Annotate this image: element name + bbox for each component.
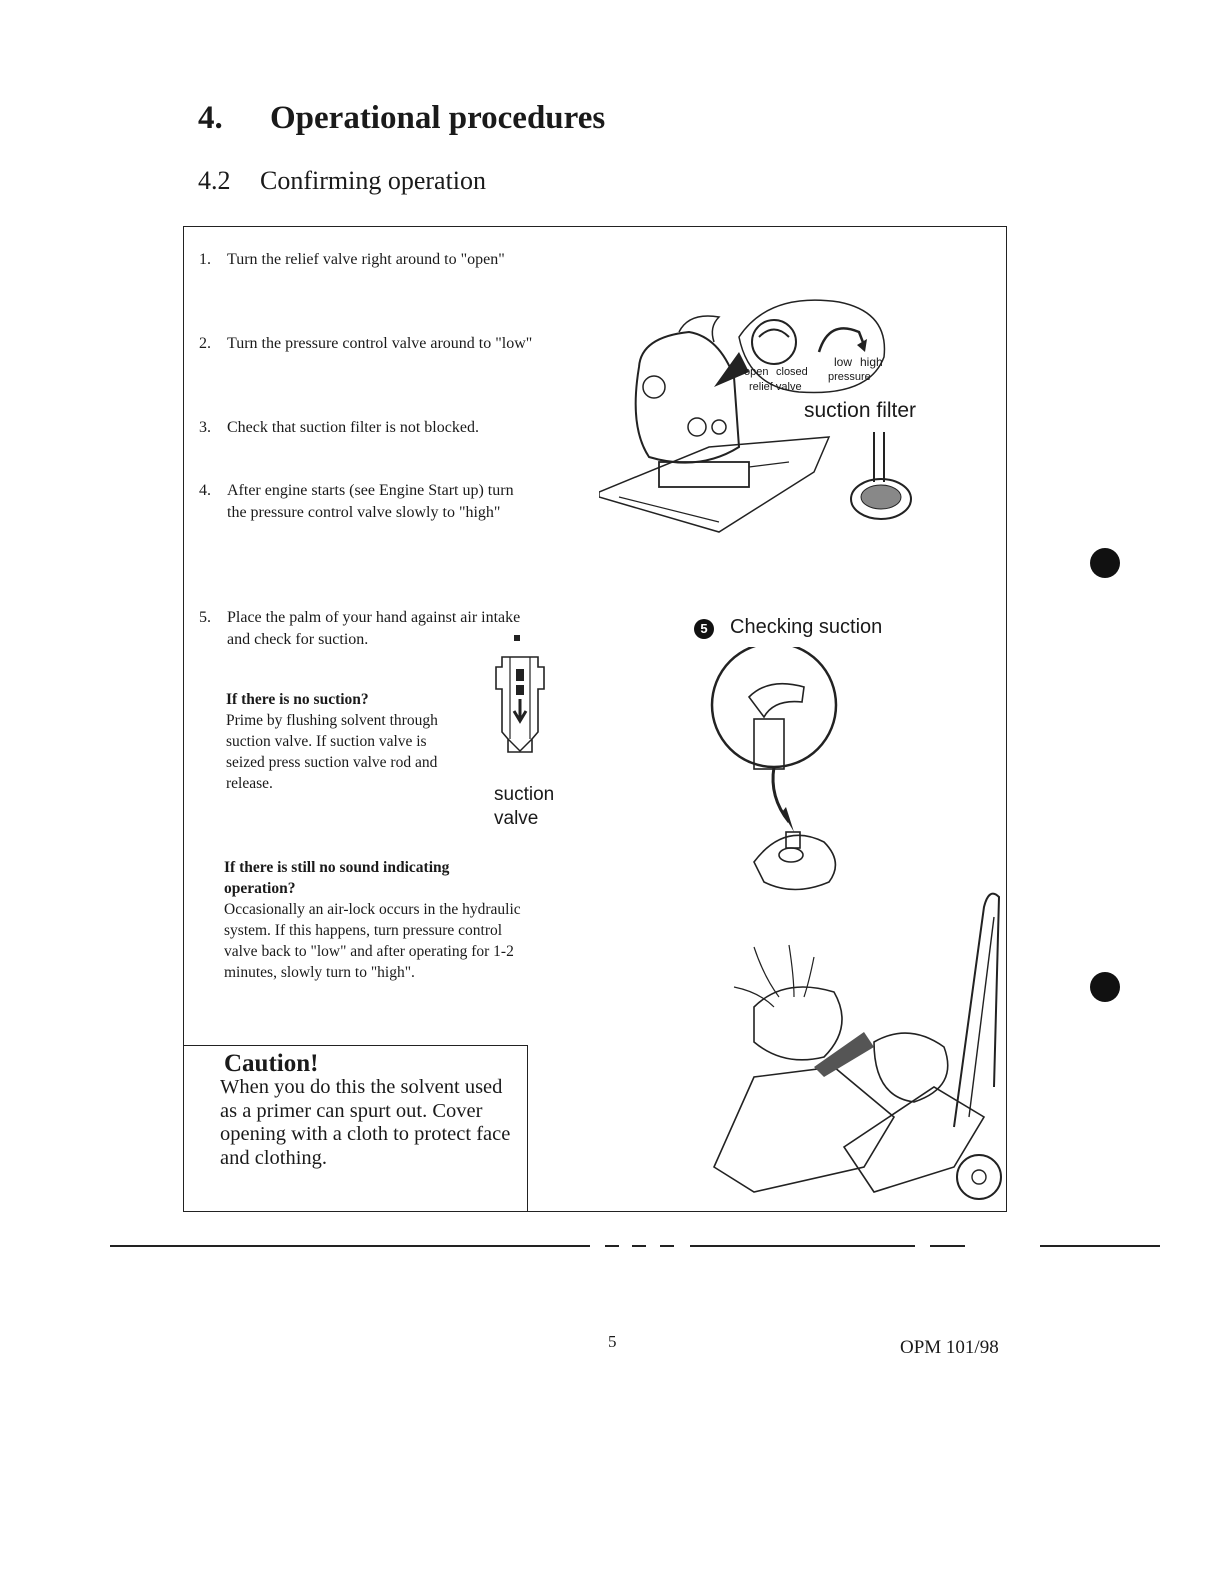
footer-rule bbox=[110, 1245, 590, 1247]
caution-title: Caution! bbox=[224, 1050, 319, 1077]
subsection-title-text: Confirming operation bbox=[260, 166, 487, 195]
step-number: 2. bbox=[199, 335, 211, 352]
suction-filter-illustration bbox=[849, 427, 919, 527]
margin-dot bbox=[1090, 972, 1120, 1002]
suction-filter-label: suction filter bbox=[804, 399, 917, 422]
note-heading: If there is no suction? bbox=[226, 691, 369, 708]
procedure-box bbox=[183, 226, 1007, 1212]
note-heading: If there is still no sound indicating operation? bbox=[224, 859, 450, 897]
step-text: After engine starts (see Engine Start up) turn the pressure control valve slowly to "high" bbox=[227, 482, 514, 521]
note-body: Prime by flushing solvent through suction valve. If suction valve is seized press suction valve rod and release. bbox=[226, 712, 438, 792]
document-code: OPM 101/98 bbox=[900, 1337, 999, 1358]
footer-rule-dash bbox=[632, 1245, 646, 1247]
step-text: Check that suction filter is not blocked. bbox=[227, 419, 479, 436]
no-suction-note bbox=[226, 689, 441, 794]
caution-text: When you do this the solvent used as a primer can spurt out. Cover opening with a cloth to protect face and clothing. bbox=[220, 1076, 511, 1169]
caution-box bbox=[183, 1045, 528, 1212]
footer-rule-dash bbox=[605, 1245, 619, 1247]
step-text: Turn the relief valve right around to "open" bbox=[227, 251, 505, 268]
margin-dot bbox=[1090, 548, 1120, 578]
low-label: low bbox=[834, 355, 853, 369]
pressure-label: pressure bbox=[828, 371, 871, 383]
footer-rule bbox=[1040, 1245, 1160, 1247]
step-number: 4. bbox=[199, 482, 211, 499]
footer-rule-dash bbox=[930, 1245, 965, 1247]
checking-suction-label: Checking suction bbox=[730, 616, 883, 638]
still-no-sound-note bbox=[224, 857, 524, 983]
checking-suction-number: 5 bbox=[694, 619, 714, 639]
step-text: Place the palm of your hand against air intake and check for suction. bbox=[227, 609, 521, 648]
page-number: 5 bbox=[608, 1332, 617, 1351]
valve-word: valve bbox=[494, 808, 539, 829]
step-number: 1. bbox=[199, 251, 211, 268]
high-label: high bbox=[860, 355, 883, 369]
subsection-title bbox=[198, 166, 486, 196]
step-number: 3. bbox=[199, 419, 211, 436]
footer-rule bbox=[690, 1245, 915, 1247]
step-text: Turn the pressure control valve around to "low" bbox=[227, 335, 533, 352]
subsection-number: 4.2 bbox=[198, 166, 231, 195]
footer-rule-dash bbox=[660, 1245, 674, 1247]
note-body: Occasionally an air-lock occurs in the hydraulic system. If this happens, turn pressure control valve back to "low" and after operating for 1-2 minutes, slowly turn to "high". bbox=[224, 901, 521, 981]
section-title bbox=[198, 100, 605, 137]
open-label: open bbox=[744, 366, 769, 378]
suction-word: suction bbox=[494, 784, 555, 805]
step-number: 5. bbox=[199, 609, 211, 626]
relief-valve-label: relief valve bbox=[749, 381, 802, 393]
closed-label: closed bbox=[776, 366, 808, 378]
section-title-text: Operational procedures bbox=[270, 100, 606, 136]
section-number: 4. bbox=[198, 100, 223, 136]
suction-check-illustration bbox=[694, 647, 1014, 1207]
suction-valve-label bbox=[494, 783, 554, 831]
